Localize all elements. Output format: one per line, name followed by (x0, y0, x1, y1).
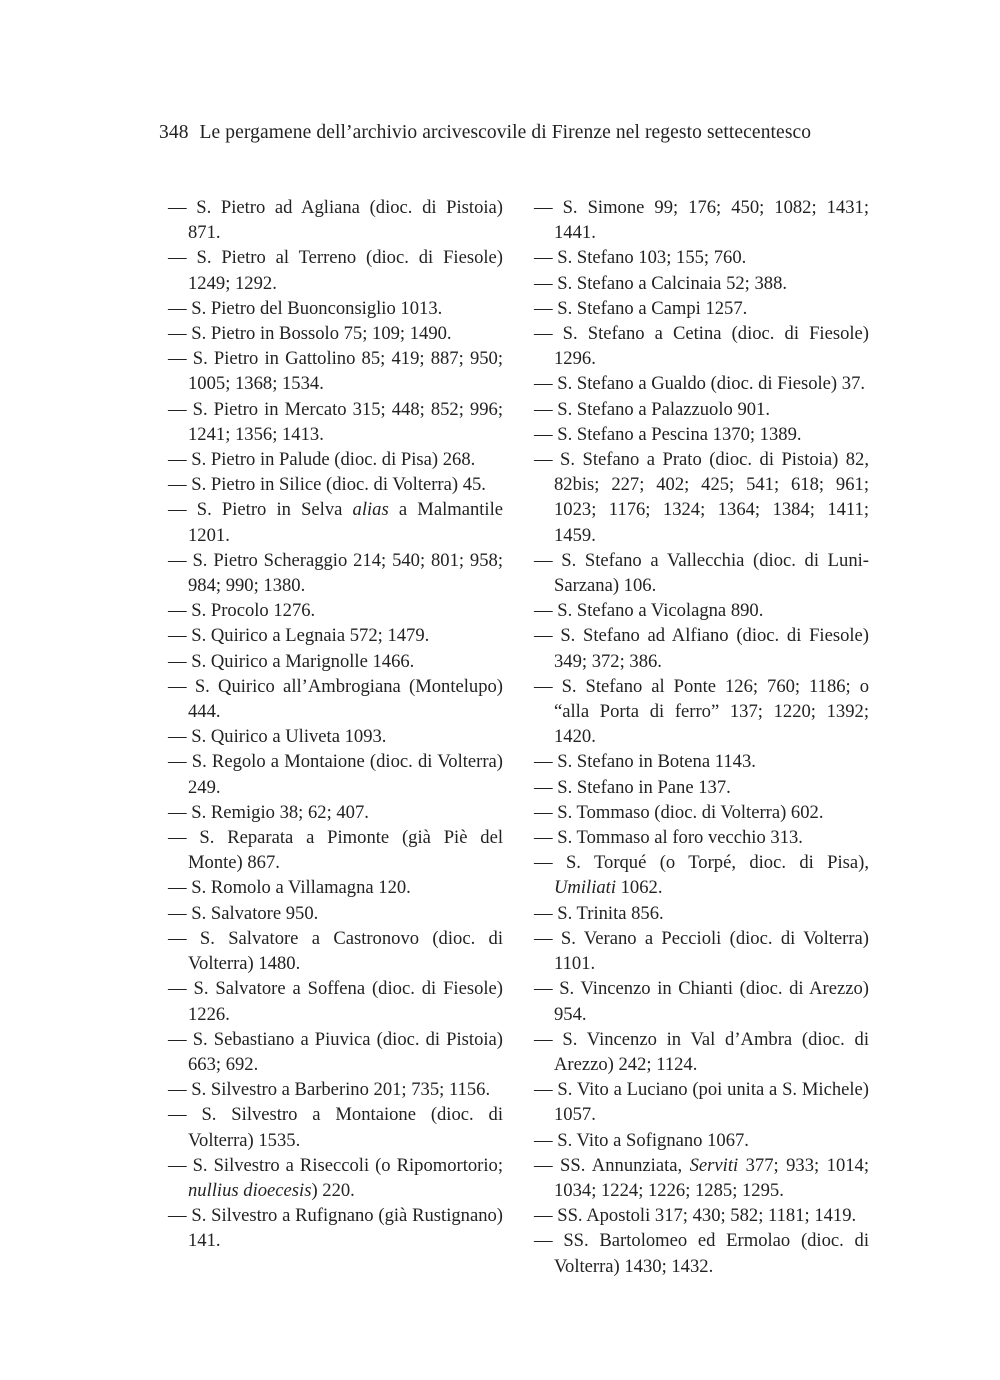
index-entry: — S. Quirico a Uliveta 1093. (168, 726, 387, 748)
index-entry: — S. Pietro in Mercato 315; 448; 852; 996; 1241; 1356; 1413. (168, 398, 503, 445)
index-entry: — S. Stefano a Cetina (dioc. di Fiesole) 1296. (534, 323, 869, 370)
index-entry: — S. Quirico a Legnaia 572; 1479. (168, 625, 430, 647)
entry-text: — S. Pietro in Selva (168, 499, 353, 521)
index-entry: — SS. Bartolomeo ed Ermolao (dioc. di Volterra) 1430; 1432. (534, 1230, 869, 1277)
index-entry: — S. Pietro del Buonconsiglio 1013. (168, 297, 443, 319)
index-entry: — S. Stefano a Prato (dioc. di Pistoia) 82, 82bis; 227; 402; 425; 541; 618; 961; 1023; 1176; 1324; 1364; 1384; 1411; 1459. (534, 449, 869, 546)
entry-text: a Malmantile 1201. (188, 499, 503, 546)
index-entry: — S. Pietro in Palude (dioc. di Pisa) 268. (168, 449, 476, 471)
index-entry (524, 1153, 869, 1203)
index-entry: — S. Quirico all’Ambrogiana (Montelupo) 444. (168, 675, 503, 723)
index-entry (158, 497, 503, 547)
index-entry: — S. Pietro in Silice (dioc. di Volterra) 45. (168, 474, 486, 496)
entry-italic: alias (352, 499, 389, 521)
index-entry: — S. Salvatore a Soffena (dioc. di Fiesole) 1226. (168, 978, 503, 1025)
index-entry: — S. Simone 99; 176; 450; 1082; 1431; 1441. (534, 197, 869, 244)
index-entry: — S. Vito a Sofignano 1067. (534, 1129, 749, 1151)
entry-text: 377; 933; 1014; 1034; 1224; 1226; 1285; 1295. (554, 1154, 869, 1201)
entry-italic: Umiliati (554, 877, 616, 899)
running-header (159, 122, 811, 144)
index-entry: — S. Tommaso al foro vecchio 313. (534, 827, 803, 849)
index-entry: — S. Stefano a Pescina 1370; 1389. (534, 423, 802, 445)
index-entry: — S. Salvatore 950. (168, 902, 319, 924)
index-entry: — S. Vincenzo in Chianti (dioc. di Arezzo) 954. (534, 978, 869, 1025)
entry-italic: nullius dioecesis (188, 1179, 312, 1201)
index-entry: — S. Sebastiano a Piuvica (dioc. di Pistoia) 663; 692. (168, 1028, 503, 1075)
index-entry: — S. Remigio 38; 62; 407. (168, 801, 369, 823)
index-entry: — S. Salvatore a Castronovo (dioc. di Volterra) 1480. (168, 927, 503, 975)
index-entry: — S. Silvestro a Montaione (dioc. di Volterra) 1535. (168, 1104, 503, 1151)
index-entry (524, 850, 869, 900)
index-entry: — S. Silvestro a Rufignano (già Rustignano) 141. (168, 1205, 503, 1252)
index-entry: — S. Stefano a Vallecchia (dioc. di Luni-Sarzana) 106. (534, 549, 869, 597)
index-entry: — S. Pietro Scheraggio 214; 540; 801; 958; 984; 990; 1380. (168, 549, 503, 597)
index-entry: — S. Stefano al Ponte 126; 760; 1186; o “alla Porta di ferro” 137; 1220; 1392; 1420. (534, 675, 869, 748)
index-entry: — S. Vincenzo in Val d’Ambra (dioc. di Arezzo) 242; 1124. (534, 1028, 869, 1075)
entry-text: — SS. Annunziata, (534, 1154, 690, 1176)
index-entry: — SS. Apostoli 317; 430; 582; 1181; 1419. (534, 1205, 857, 1227)
header-title: Le pergamene dell’archivio arcivescovile di Firenze nel regesto settecentesco (199, 122, 812, 143)
index-entry: — S. Tommaso (dioc. di Volterra) 602. (534, 801, 824, 823)
index-entry: — S. Verano a Peccioli (dioc. di Volterra) 1101. (534, 927, 869, 975)
index-column-right (524, 195, 869, 1279)
index-entry: — S. Stefano a Palazzuolo 901. (534, 398, 770, 420)
index-entry: — S. Stefano ad Alfiano (dioc. di Fiesole) 349; 372; 386. (534, 625, 869, 672)
index-entry: — S. Reparata a Pimonte (già Piè del Monte) 867. (168, 827, 503, 874)
index-entry: — S. Pietro in Gattolino 85; 419; 887; 950; 1005; 1368; 1534. (168, 348, 503, 395)
index-entry: — S. Quirico a Marignolle 1466. (168, 650, 415, 672)
index-entry: — S. Vito a Luciano (poi unita a S. Michele) 1057. (534, 1079, 869, 1126)
index-entry: — S. Pietro ad Agliana (dioc. di Pistoia) 871. (168, 197, 503, 244)
index-column-left (158, 195, 503, 1254)
index-entry: — S. Pietro in Bossolo 75; 109; 1490. (168, 323, 452, 345)
index-entry (158, 1153, 503, 1203)
index-entry: — S. Stefano in Botena 1143. (534, 751, 756, 773)
entry-italic: Serviti (689, 1154, 739, 1176)
index-entry: — S. Regolo a Montaione (dioc. di Volterra) 249. (168, 751, 503, 798)
index-entry: — S. Stefano 103; 155; 760. (534, 247, 747, 269)
index-entry: — S. Romolo a Villamagna 120. (168, 877, 411, 899)
entry-text: — S. Silvestro a Riseccoli (o Ripomortorio; (168, 1154, 503, 1176)
entry-text: 1062. (615, 877, 663, 899)
index-entry: — S. Stefano a Campi 1257. (534, 297, 748, 319)
index-entry: — S. Silvestro a Barberino 201; 735; 1156. (168, 1079, 491, 1101)
entry-text: ) 220. (311, 1179, 355, 1201)
index-entry: — S. Trinita 856. (534, 902, 664, 924)
index-entry: — S. Stefano in Pane 137. (534, 776, 731, 798)
index-entry: — S. Stefano a Vicolagna 890. (534, 600, 764, 622)
index-entry: — S. Stefano a Gualdo (dioc. di Fiesole) 37. (534, 373, 866, 395)
index-entry: — S. Pietro al Terreno (dioc. di Fiesole) 1249; 1292. (168, 247, 503, 294)
index-entry: — S. Stefano a Calcinaia 52; 388. (534, 272, 788, 294)
index-entry: — S. Procolo 1276. (168, 600, 316, 622)
page-number: 348 (159, 122, 189, 143)
entry-text: — S. Torqué (o Torpé, dioc. di Pisa), (534, 852, 869, 874)
